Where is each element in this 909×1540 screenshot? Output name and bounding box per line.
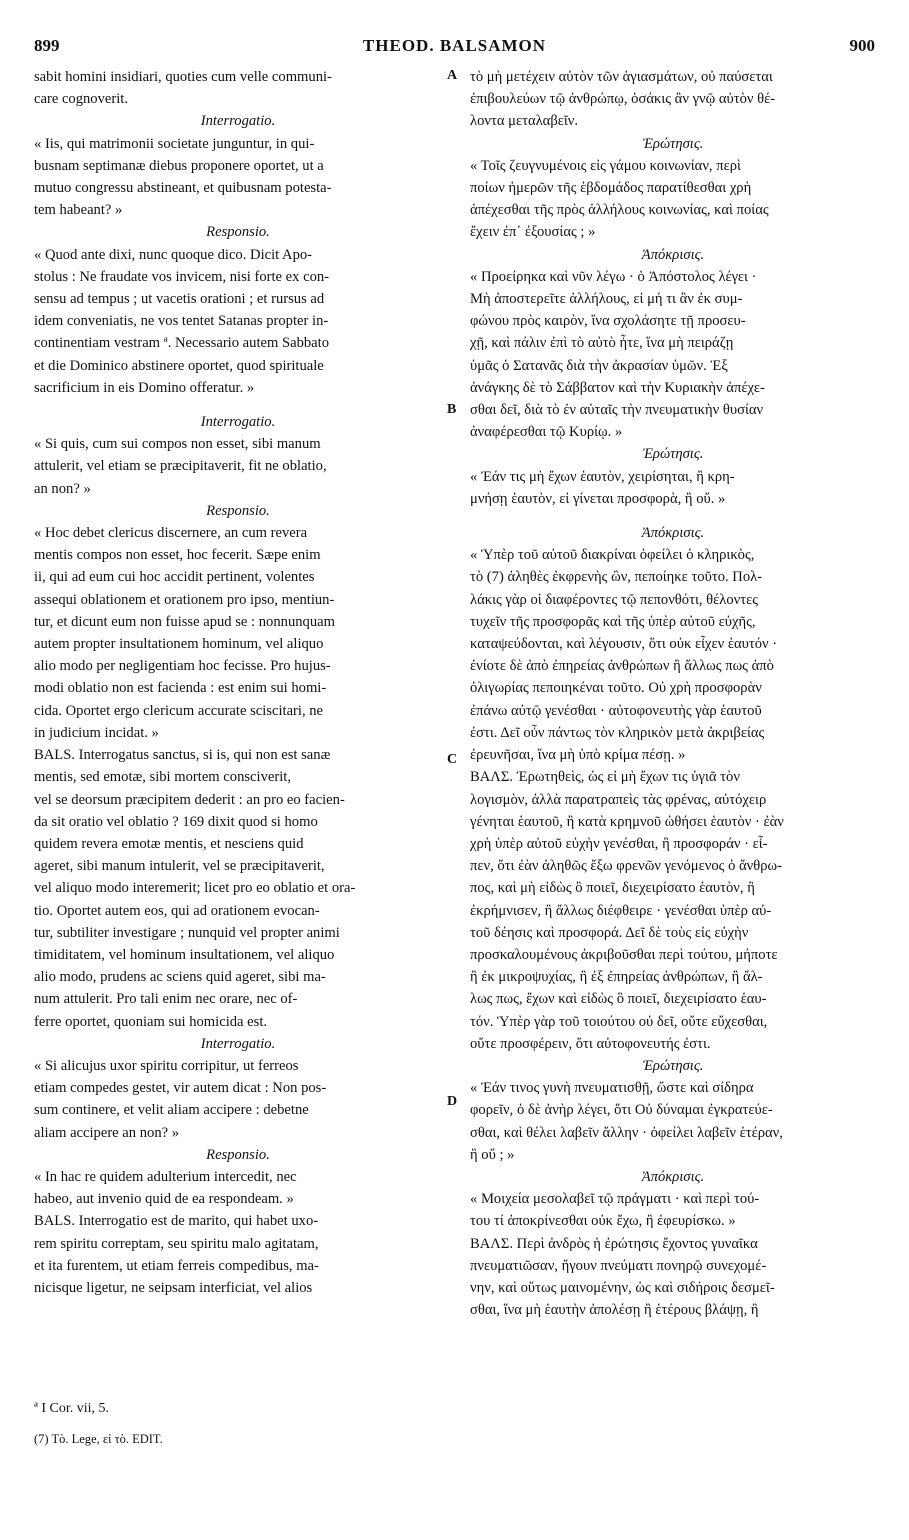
latin-text-line: BALS. Interrogatio est de marito, qui habet uxo-	[34, 1213, 319, 1230]
latin-text-line: et ita furentem, ut etiam ferreis compedibus, ma-	[34, 1257, 319, 1274]
latin-text-line: sacrificium in eis Domino offeratur. »	[34, 379, 255, 396]
greek-text-line: « Ὑπὲρ τοῦ αὐτοῦ διακρίναι ὀφείλει ὁ κληρικὸς,	[470, 547, 755, 564]
latin-text-line: alio modo, prudens ac sciens quid ageret, sibi ma-	[34, 969, 326, 986]
greek-text-line: ΒΑΛΣ. Περὶ ἀνδρὸς ἡ ἐρώτησις ἔχοντος γυναῖκα	[470, 1235, 758, 1252]
margin-letter-c: C	[447, 752, 458, 767]
greek-text-line: σθαι δεῖ, διὰ τὸ ἐν αὐταῖς τὴν πνευματικὴν θυσίαν	[470, 402, 764, 419]
footnote-2: (7) Τὸ. Lege, εἰ τὸ. EDIT.	[34, 1432, 163, 1446]
running-title: THEOD. BALSAMON	[362, 36, 547, 55]
greek-text-line: « Προείρηκα καὶ νῦν λέγω · ὁ Ἀπόστολος λέγει ·	[470, 268, 757, 285]
greek-text-line: ἢ οὔ ; »	[470, 1146, 515, 1163]
latin-heading: Interrogatio.	[200, 414, 276, 431]
latin-heading: Responsio.	[206, 502, 270, 519]
latin-column	[34, 66, 442, 1299]
latin-text-line: stolus : Ne fraudate vos invicem, nisi forte ex con-	[34, 268, 330, 285]
greek-text-line: ὑμᾶς ὁ Σατανᾶς διὰ τὴν ἀκρασίαν ὑμῶν. Ἐξ	[470, 357, 728, 374]
running-header	[34, 36, 875, 64]
page-number-right: 900	[849, 36, 875, 55]
greek-text-line: ὀλιγωρίας πεποιηκέναι τοῦτο. Οὐ χρὴ προσφορὰν	[470, 680, 762, 697]
greek-text-line: τοῦ δέησις καὶ προσφορά. Δεῖ δὲ τοὺς εἰς εὐχὴν	[470, 924, 749, 941]
greek-text-line: γένηται ἑαυτοῦ, ἢ κατὰ κρημνοῦ ὠθήσει ἑαυτὸν · ἐὰν	[470, 813, 784, 830]
greek-heading: Ἀπόκρισις.	[641, 525, 705, 542]
greek-text-line: ἐστι. Δεῖ οὖν πάντως τὸν κληρικὸν μετὰ ἀκριβείας	[470, 724, 765, 741]
greek-text-line: λάκις γὰρ οἱ διαφέροντες τῷ πεπονθότι, θέλοντες	[470, 591, 759, 608]
latin-text-line: autem propter insultationem hominum, vel aliquo	[34, 636, 324, 653]
greek-text-line: ἔχειν ἐπ᾽ ἐξουσίας ; »	[470, 224, 596, 241]
latin-text-line: busnam septimanæ diebus proponere oportet, ut a	[34, 157, 324, 174]
greek-text-line: πνευματιῶσαν, ἤγουν πνεύματι πονηρῷ συνεχομέ-	[470, 1257, 767, 1274]
greek-text-line: φορεῖν, ὁ δὲ ἀνὴρ λέγει, ὅτι Οὐ δύναμαι ἐγκρατεύε-	[470, 1102, 773, 1119]
latin-text-line: assequi oblationem et orationem pro ipso, mentiun-	[34, 591, 335, 608]
latin-text-line: ii, qui ad eum cui hoc accidit pertinent, volentes	[34, 569, 315, 586]
greek-text-line: σθαι, καὶ θέλει λαβεῖν ἄλλην · ὀφείλει λαβεῖν ἑτέραν,	[470, 1124, 783, 1141]
latin-text-line: BALS. Interrogatus sanctus, si is, qui non est sanæ	[34, 747, 331, 764]
greek-text-line: τὸ μὴ μετέχειν αὐτὸν τῶν ἁγιασμάτων, οὐ παύσεται	[470, 69, 773, 85]
greek-heading: Ἀπόκρισις.	[641, 246, 705, 263]
greek-text-line: ἐρευνῆσαι, ἵνα μὴ ὑπὸ κρίμα πέσῃ. »	[470, 747, 686, 764]
greek-text-line: Μὴ ἀποστερεῖτε ἀλλήλους, εἰ μή τι ἂν ἐκ συμ-	[470, 291, 743, 308]
latin-heading: Responsio.	[206, 224, 270, 241]
latin-text-line: rem spiritu correptam, seu spiritu malo agitatam,	[34, 1235, 319, 1252]
latin-text-line: vel aliquo modo interemerit; licet pro eo oblatio et ora-	[34, 880, 356, 897]
latin-text-line: et die Dominico abstinere oportet, quod spirituale	[34, 357, 324, 374]
latin-heading: Responsio.	[206, 1146, 270, 1163]
greek-text-line: ποίων ἡμερῶν τῆς ἑβδομάδος παρατίθεσθαι χρὴ	[470, 180, 752, 197]
greek-text-line: καταψεύδονται, καὶ λέγουσιν, ὅτι οὐκ εἶχεν ἑαυτόν ·	[470, 636, 778, 653]
greek-text-line: σθαι, ἵνα μὴ ἑαυτὴν ἀπολέσῃ ἢ ἑτέρους βλάψῃ, ἢ	[470, 1302, 759, 1319]
margin-letter-a: A	[447, 68, 458, 83]
latin-text-line: tem habeant? »	[34, 202, 123, 219]
greek-text-line: πος, καὶ μὴ εἰδὼς ὃ ποιεῖ, διεχειρίσατο ἑαυτὸν, ἢ	[470, 880, 755, 897]
greek-text-line: πεν, ὅτι ἐὰν ἀληθῶς ἔξω φρενῶν γενόμενος ὁ ἄνθρω-	[470, 858, 782, 875]
greek-text-line: λως πως, ἔχων καὶ εἰδὼς ὃ ποιεῖ, διεχειρίσατο ἑαυ-	[470, 991, 767, 1008]
greek-text-line: λογισμὸν, ἀλλὰ παρατραπεὶς τὰς φρένας, αὐτόχειρ	[470, 791, 767, 808]
latin-text-line: sabit homini insidiari, quoties cum velle communi-	[34, 69, 332, 85]
greek-text-line: ἢ ἐκ μικροψυχίας, ἢ ἐξ ἐπηρείας ἀνθρώπων, ἢ ἄλ-	[470, 969, 763, 986]
latin-text-line: mutuo congressu abstineant, et quibusnam potesta-	[34, 180, 332, 197]
latin-text-line: quidem revera emotæ mentis, et nesciens quid	[34, 835, 304, 852]
latin-text-line: in judicium incidat. »	[34, 724, 159, 741]
greek-text-line: οὔτε προσφέρειν, ὅτι αὐτοφονευτής ἐστι.	[470, 1035, 711, 1052]
latin-text-line: timiditatem, vel hominum insultationem, vel aliquo	[34, 946, 335, 963]
greek-text-line: ΒΑΛΣ. Ἐρωτηθεὶς, ὡς εἰ μὴ ἔχων τις ὑγιᾶ τὸν	[470, 769, 740, 786]
latin-text-line: habeo, aut invenio quid de ea respondeam. »	[34, 1191, 294, 1208]
latin-text-line: sum continere, et velit aliam accipere : debetne	[34, 1102, 309, 1119]
greek-text-line: τόν. Ὑπὲρ γὰρ τοῦ τοιούτου οὐ δεῖ, οὔτε εὔχεσθαι,	[470, 1013, 768, 1030]
latin-text-line: « Si alicujus uxor spiritu corripitur, ut ferreos	[34, 1057, 299, 1074]
margin-letter-b: B	[447, 402, 457, 417]
greek-text-line: τυχεῖν τῆς προσφορᾶς καὶ τῆς ὑπὲρ αὐτοῦ εὐχῆς,	[470, 613, 756, 630]
latin-text-line: continentiam vestram ª. Necessario autem Sabbato	[34, 335, 329, 352]
latin-heading: Interrogatio.	[200, 1035, 276, 1052]
greek-text-line: « Τοῖς ζευγνυμένοις εἰς γάμου κοινωνίαν, περὶ	[470, 157, 741, 174]
greek-text-line: ἀνάγκης δὲ τὸ Σάββατον καὶ τὴν Κυριακὴν ἀπέχε-	[470, 379, 765, 396]
latin-spacer	[34, 399, 442, 411]
latin-text-line: « Quod ante dixi, nunc quoque dico. Dicit Apo-	[34, 246, 313, 263]
latin-text-line: tur, subtiliter investigare ; nunquid vel propter animi	[34, 924, 340, 941]
footnote-1: ª I Cor. vii, 5.	[34, 1401, 110, 1416]
latin-text-line: attulerit, vel etiam se præcipitaverit, fit ne oblatio,	[34, 458, 327, 475]
greek-text-line: « Μοιχεία μεσολαβεῖ τῷ πράγματι · καὶ περὶ τού-	[470, 1191, 760, 1208]
latin-text-line: etiam compedes gestet, vir autem dicat : Non pos-	[34, 1080, 327, 1097]
greek-text-line: του τί ἀποκρίνεσθαι οὐκ ἔχω, ἢ ἐφευρίσκω. »	[470, 1213, 736, 1230]
greek-text-line: χῇ, καὶ πάλιν ἐπὶ τὸ αὐτὸ ἦτε, ἵνα μὴ πειράζῃ	[470, 335, 734, 352]
latin-text-line: tur, et dicunt eum non fuisse apud se : nonnunquam	[34, 613, 335, 630]
latin-text-line: da sit oratio vel oblatio ? 169 dixit quod si homo	[34, 813, 318, 830]
latin-text-line: « Si quis, cum sui compos non esset, sibi manum	[34, 436, 321, 453]
latin-heading: Interrogatio.	[200, 113, 276, 130]
greek-text-line: « Ἐάν τινος γυνὴ πνευματισθῇ, ὥστε καὶ σίδηρα	[470, 1080, 754, 1097]
page-number-left: 899	[34, 36, 60, 55]
latin-text-line: aliam accipere an non? »	[34, 1124, 180, 1141]
latin-text-line: ferre oportet, quoniam sui homicida est.	[34, 1013, 268, 1030]
latin-text-line: « In hac re quidem adulterium intercedit, nec	[34, 1168, 297, 1185]
greek-text-line: τὸ (7) ἀληθὲς ἐκφρενὴς ὢν, πεποίηκε τοῦτο. Πολ-	[470, 569, 763, 586]
latin-text-line: an non? »	[34, 480, 91, 497]
greek-text-line: ἐκρήμνισεν, ἢ ἄλλως διέφθειρε · γενέσθαι ὑπὲρ αὐ-	[470, 902, 772, 919]
greek-heading: Ἐρώτησις.	[642, 446, 704, 463]
latin-text-line: ageret, sibi manum intulerit, vel se præcipitaverit,	[34, 858, 325, 875]
latin-text-line: mentis compos non esset, hoc fecerit. Sæpe enim	[34, 547, 321, 564]
greek-heading: Ἐρώτησις.	[642, 135, 704, 152]
greek-text-line: ἀπέχεσθαι τῆς πρὸς ἀλλήλους κοινωνίας, καὶ ποίας	[470, 202, 769, 219]
greek-column	[470, 66, 876, 1321]
latin-text-line: tio. Oportet autem eos, qui ad orationem evocan-	[34, 902, 320, 919]
greek-text-line: ἐπάνω αὐτῷ γενέσθαι · αὐτοφονευτὴς γὰρ ἑαυτοῦ	[470, 702, 762, 719]
greek-spacer	[470, 510, 876, 522]
greek-text-line: ἐνίοτε δὲ ἀπὸ ἐπηρείας ἀνθρώπων ἢ ἄλλως πως ἀπὸ	[470, 658, 774, 675]
latin-text-line: « Iis, qui matrimonii societate junguntur, in qui-	[34, 135, 315, 152]
greek-heading: Ἐρώτησις.	[642, 1057, 704, 1074]
greek-text-line: ἀναφέρεσθαι τῷ Κυρίῳ. »	[470, 424, 623, 441]
greek-text-line: νην, καὶ οὕτως μαινομένην, ὡς καὶ σιδήροις δεσμεῖ-	[470, 1279, 775, 1296]
latin-text-line: num attulerit. Pro tali enim nec orare, nec of-	[34, 991, 298, 1008]
latin-text-line: alio modo per negligentiam hoc fecisse. Pro hujus-	[34, 658, 331, 675]
greek-text-line: χρὴ ὑπὲρ αὐτοῦ εὐχὴν γενέσθαι, ἢ προσφοράν · εἶ-	[470, 835, 768, 852]
latin-text-line: nicisque ligetur, ne seipsam interficiat, vel alios	[34, 1279, 313, 1296]
latin-text-line: cida. Oportet ergo clericum accurate sciscitari, ne	[34, 702, 324, 719]
greek-text-line: μνήσῃ ἑαυτὸν, εἰ γίνεται προσφορὰ, ἢ οὔ. »	[470, 490, 726, 507]
greek-text-line: φώνου πρὸς καιρὸν, ἵνα σχολάσητε τῇ προσευ-	[470, 313, 746, 330]
latin-text-line: care cognoverit.	[34, 91, 128, 108]
greek-text-line: λοντα μεταλαβεῖν.	[470, 113, 579, 130]
greek-text-line: ἐπιβουλεύων τῷ ἀνθρώπῳ, ὁσάκις ἂν γνῷ αὐτὸν θέ-	[470, 91, 776, 108]
margin-letter-d: D	[447, 1094, 458, 1109]
greek-text-line: προσκαλουμένους ἀκριβοῦσθαι περὶ τούτου, μήποτε	[470, 946, 778, 963]
latin-text-line: vel se deorsum præcipitem dederit : an pro eo facien-	[34, 791, 345, 808]
latin-text-line: « Hoc debet clericus discernere, an cum revera	[34, 525, 308, 542]
latin-text-line: idem conveniatis, ne vos tentet Satanas propter in-	[34, 313, 329, 330]
latin-text-line: modi oblatio non est facienda : est enim sui homi-	[34, 680, 327, 697]
greek-text-line: « Ἐάν τις μὴ ἔχων ἑαυτὸν, χειρίσηται, ἢ κρη-	[470, 468, 735, 485]
latin-text-line: mentis, sed emotæ, sibi mortem consciverit,	[34, 769, 291, 786]
latin-text-line: sensu ad tempus ; ut vacetis orationi ; et rursus ad	[34, 291, 325, 308]
greek-heading: Ἀπόκρισις.	[641, 1168, 705, 1185]
